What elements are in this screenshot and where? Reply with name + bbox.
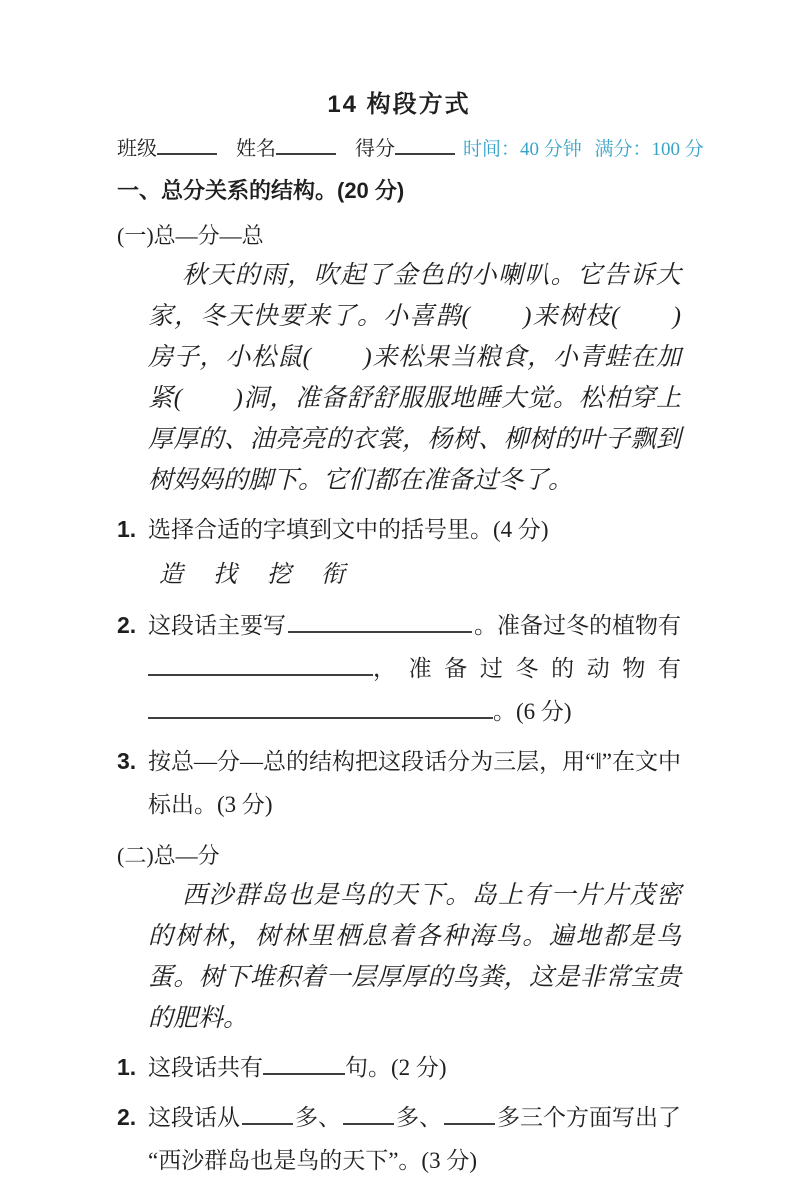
question-text: 。准备过冬的植物有 (474, 613, 681, 638)
part-b-passage: 西沙群岛也是鸟的天下。岛上有一片片茂密的树林，树林里栖息着各种海鸟。遍地都是鸟蛋。树下堆积着一层厚厚的鸟粪，这是非常宝贵的肥料。 (148, 882, 681, 1032)
answer-blank-line (148, 697, 493, 719)
question-text: 这段话主要写 (148, 613, 286, 638)
word-bank-item: 挖 (267, 562, 291, 588)
question-text: 这段话从 (148, 1105, 240, 1130)
question-number: 2. (117, 612, 137, 638)
part-a-question-2 (117, 604, 681, 733)
question-text: 句。(2 分) (345, 1055, 447, 1080)
student-info-fields (117, 135, 455, 163)
part-a-question-3 (117, 740, 681, 826)
question-text: 多、 (295, 1105, 341, 1130)
header-info-row (117, 135, 704, 164)
name-blank-line (276, 136, 336, 155)
question-line (148, 604, 681, 647)
part-b-question-1 (117, 1046, 681, 1089)
class-label: 班级 (117, 138, 157, 160)
exam-time-text: 时间：40 分钟 (463, 139, 582, 160)
word-bank-item: 造 (159, 562, 183, 588)
question-text: ，准备过冬的动物有 (373, 656, 681, 681)
page-title: 14 构段方式 (327, 91, 471, 118)
class-blank-line (157, 136, 217, 155)
part-b-question-2 (117, 1096, 681, 1182)
answer-blank-line (148, 654, 373, 676)
question-text: 。(6 分) (493, 699, 572, 724)
score-label: 得分 (355, 138, 395, 160)
part-b-label: (二)总—分 (117, 843, 220, 868)
question-line (148, 647, 681, 690)
question-text: 多、 (396, 1105, 442, 1130)
question-text: “西沙群岛也是鸟的天下”。(3 分) (148, 1148, 477, 1173)
question-number: 1. (117, 516, 137, 542)
word-bank-item: 衔 (321, 562, 345, 588)
question-text: 选择合适的字填到文中的括号里。(4 分) (148, 517, 549, 542)
name-label: 姓名 (236, 138, 276, 160)
question-line (148, 1096, 681, 1139)
answer-blank-line (288, 611, 472, 633)
score-blank-line (395, 136, 455, 155)
answer-blank-line (263, 1053, 345, 1075)
question-number: 2. (117, 1104, 137, 1130)
question-text: 多三个方面写出了 (497, 1105, 681, 1130)
exam-full-score-text: 满分：100 分 (594, 139, 704, 160)
question-number: 1. (117, 1054, 137, 1080)
question-number: 3. (117, 748, 137, 774)
part-a-word-bank (159, 554, 681, 597)
part-a-passage: 秋天的雨，吹起了金色的小喇叭。它告诉大家，冬天快要来了。小喜鹊( )来树枝( )房子，小松鼠( )来松果当粮食，小青蛙在加紧( )洞，准备舒舒服服地睡大觉。松柏穿上厚厚的、油亮亮的衣裳，杨树、柳树的叶子飘到树妈妈的脚下。它们都在准备过冬了。 (148, 262, 681, 494)
section-one-heading: 一、总分关系的结构。(20 分) (117, 178, 405, 203)
word-bank-item: 找 (213, 562, 237, 588)
question-text: 按总—分—总的结构把这段话分为三层，用“‖”在文中标出。(3 分) (148, 749, 681, 817)
part-a-label: (一)总—分—总 (117, 223, 264, 248)
question-line (148, 690, 681, 733)
part-a-question-1 (117, 508, 681, 551)
exam-meta (455, 136, 704, 164)
question-text: 这段话共有 (148, 1055, 263, 1080)
